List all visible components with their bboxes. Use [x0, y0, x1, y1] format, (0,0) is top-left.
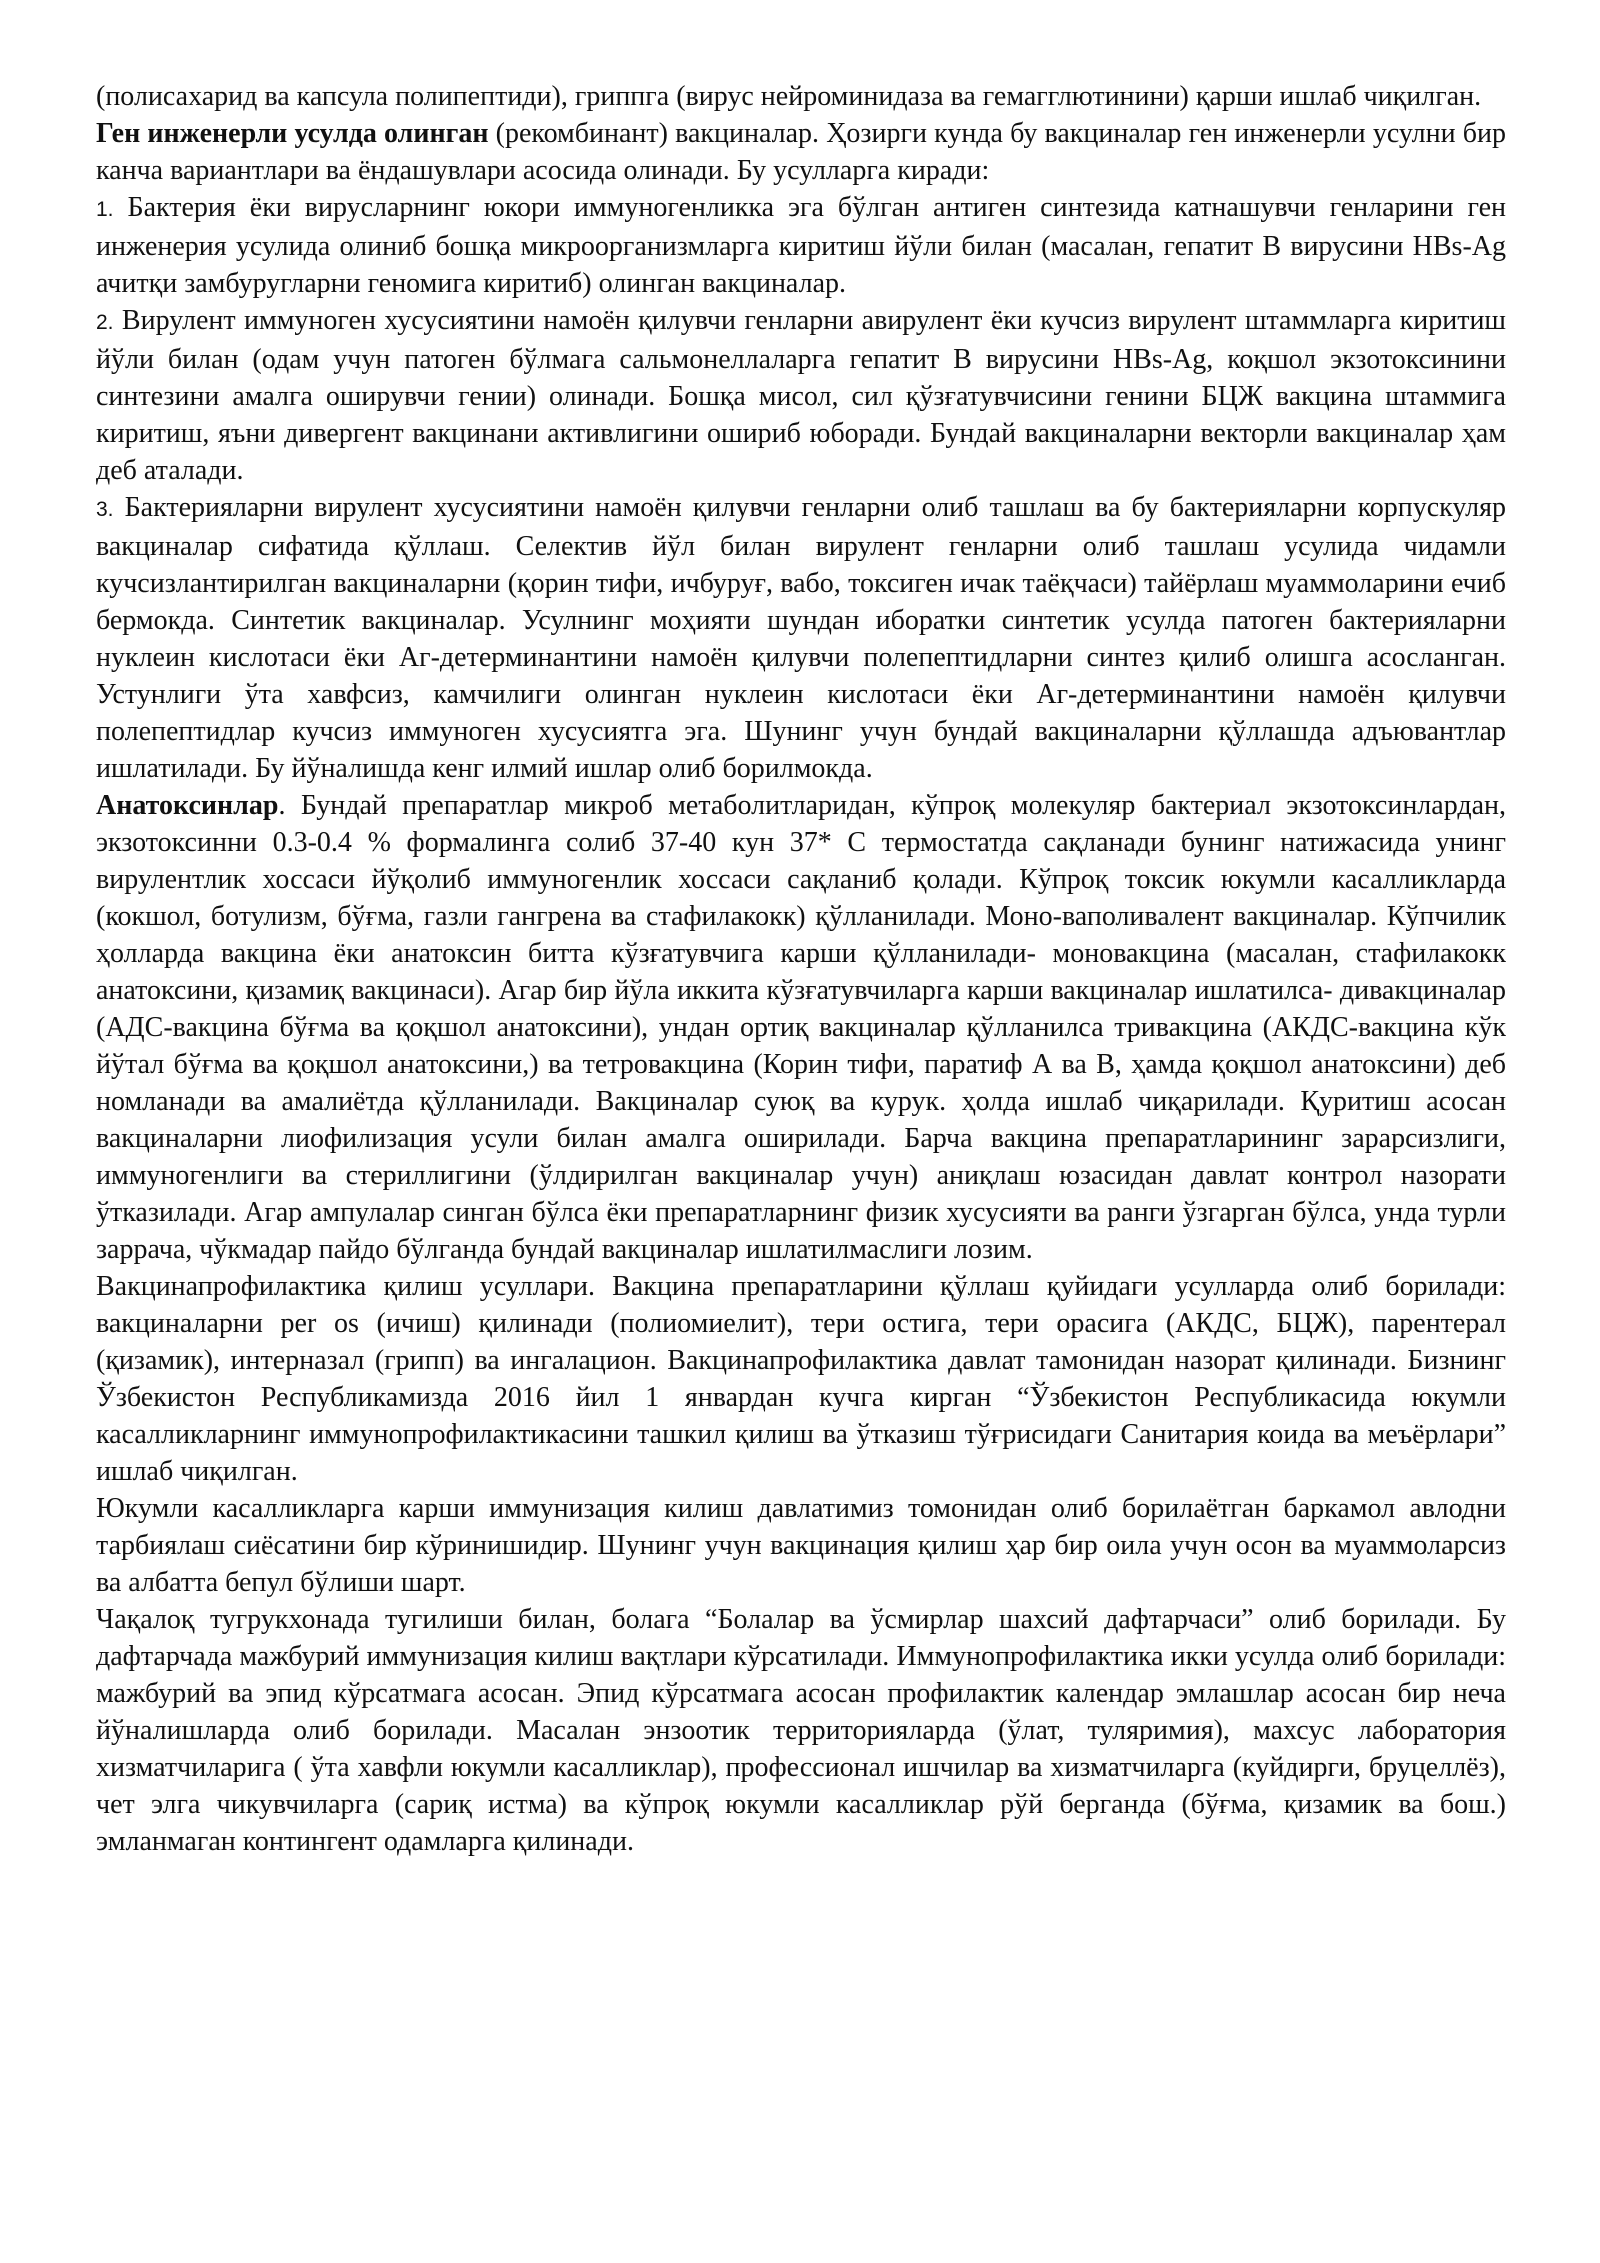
document-page [96, 78, 1506, 1860]
list-item-2 [96, 302, 1506, 489]
heading-recombinant: Ген инженерли усулда олинган [96, 118, 489, 149]
list-item-1-text: Бактерия ёки вирусларнинг юкори иммуногенликка эга бўлган антиген синтезида катнашувчи генларини ген инженерия усулида олиниб бошқа микроорганизмларга киритиш йўли билан (масалан, гепатит В вирусини HBs-Ag ачитқи замбуругларни геномига киритиб) олинган вакциналар. [96, 192, 1506, 299]
paragraph-intro: (полисахарид ва капсула полипептиди), гриппга (вирус нейроминидаза ва гемагглютинини) қарши ишлаб чиқилган. [96, 81, 1482, 112]
paragraph-recombinant-text: (рекомбинант) вакциналар. Ҳозирги кунда бу вакциналар ген инженерли усулни бир канча вариантлари ва ёндашувлари асосида олинади. Бу усулларга киради: [96, 118, 1506, 186]
list-item-2-text: Вирулент иммуноген хусусиятини намоён қилувчи генларни авирулент ёки кучсиз вирулент штаммларга киритиш йўли билан (одам учун патоген бўлмага сальмонеллаларга гепатит В вирусини HBs-Ag, коқшол экзотоксинини синтезини амалга оширувчи гении) олинади. Бошқа мисол, сил қўзғатувчисини генини БЦЖ вакцина штаммига киритиш, яъни дивергент вакцинани активлигини ошириб юборади. Бундай вакциналарни векторли вакциналар ҳам деб аталади. [96, 305, 1506, 486]
list-item-1 [96, 189, 1506, 302]
paragraph-policy: Юкумли касалликларга карши иммунизация килиш давлатимиз томонидан олиб борилаётган баркамол авлодни тарбиялаш сиёсатини бир кўринишидир. Шунинг учун вакцинация қилиш ҳар бир оила учун осон ва муаммоларсиз ва албатта бепул бўлиши шарт. [96, 1493, 1506, 1598]
paragraph-anatoxins-text: . Бундай препаратлар микроб метаболитларидан, кўпроқ молекуляр бактериал экзотоксинлардан, экзотоксинни 0.3-0.4 % формалинга солиб 37-40 кун 37* С термостатда сақланади бунинг натижасида унинг вирулентлик хоссаси йўқолиб иммуногенлик хоссаси сақланиб қолади. Кўпроқ токсик юкумли касалликларда (кокшол, ботулизм, бўғма, газли гангрена ва стафилакокк) қўлланилади. Моно-ваполивалент вакциналар. Кўпчилик ҳолларда вакцина ёки анатоксин битта кўзғатувчига карши қўлланилади- моновакцина (масалан, стафилакокк анатоксини, қизамиқ вакцинаси). Агар бир йўла иккита кўзғатувчиларга карши вакциналар ишлатилса- дивакциналар (АДС-вакцина бўғма ва қоқшол анатоксини), ундан ортиқ вакциналар қўлланилса тривакцина (АКДС-вакцина кўк йўтал бўғма ва қоқшол анатоксини,) ва тетровакцина (Корин тифи, паратиф А ва В, ҳамда қоқшол анатоксини) деб номланади ва амалиётда қўлланилади. Вакциналар суюқ ва курук. ҳолда ишлаб чиқарилади. Қуритиш асосан вакциналарни лиофилизация усули билан амалга оширилади. Барча вакцина препаратларининг зарарсизлиги, иммуногенлиги ва стериллигини (ўлдирилган вакциналар учун) аниқлаш юзасидан давлат контрол назорати ўтказилади. Агар ампулалар синган бўлса ёки препаратларнинг физик хусусияти ва ранги ўзгарган бўлса, унда турли заррача, чўкмадар пайдо бўлганда бундай вакциналар ишлатилмаслиги лозим. [96, 790, 1506, 1265]
paragraph-newborn: Чақалоқ тугрукхонада тугилиши билан, болага “Болалар ва ўсмирлар шахсий дафтарчаси” олиб борилади. Бу дафтарчада мажбурий иммунизация килиш вақтлари кўрсатилади. Иммунопрофилактика икки усулда олиб борилади: мажбурий ва эпид кўрсатмага асосан. Эпид кўрсатмага асосан профилактик календар эмлашлар асосан бир неча йўналишларда олиб борилади. Масалан энзоотик территорияларда (ўлат, туляримия), махсус лаборатория хизматчиларига ( ўта хавфли юкумли касалликлар), профессионал ишчилар ва хизматчиларга (куйдирги, бруцеллёз), чет элга чикувчиларга (сариқ истма) ва кўпроқ юкумли касалликлар рўй берганда (бўғма, қизамик ва бош.) эмланмаган контингент одамларга қилинади. [96, 1604, 1506, 1857]
paragraph-recombinant [96, 115, 1506, 189]
list-item-3 [96, 489, 1506, 787]
heading-anatoxins: Анатоксинлар [96, 790, 279, 821]
list-number-3: 3. [96, 498, 114, 521]
paragraph-methods: Вакцинапрофилактика қилиш усуллари. Вакцина препаратларини қўллаш қуйидаги усулларда олиб борилади: вакциналарни per os (ичиш) қилинади (полиомиелит), тери остига, тери орасига (АКДС, БЦЖ), парентерал (қизамик), интерназал (грипп) ва ингалацион. Вакцинапрофилактика давлат тамонидан назорат қилинади. Бизнинг Ўзбекистон Республикамизда 2016 йил 1 январдан кучга кирган “Ўзбекистон Республикасида юкумли касалликларнинг иммунопрофилактикасини ташкил қилиш ва ўтказиш тўғрисидаги Санитария коида ва меъёрлари” ишлаб чиқилган. [96, 1271, 1506, 1487]
list-item-3-text: Бактерияларни вирулент хусусиятини намоён қилувчи генларни олиб ташлаш ва бу бактерияларни корпускуляр вакциналар сифатида қўллаш. Селектив йўл билан вирулент генларни олиб ташлаш усулида чидамли кучсизлантирилган вакциналарни (қорин тифи, ичбуруғ, вабо, токсиген ичак таёқчаси) тайёрлаш муаммоларини ечиб бермокда. Синтетик вакциналар. Усулнинг моҳияти шундан иборатки синтетик усулда патоген бактерияларни нуклеин кислотаси ёки Аг-детерминантини намоён қилувчи полепептидларни синтез қилиб олишга асосланган. Устунлиги ўта хавфсиз, камчилиги олинган нуклеин кислотаси ёки Аг-детерминантини намоён қилувчи полепептидлар кучсиз иммуноген хусусиятга эга. Шунинг учун бундай вакциналарни қўллашда адъювантлар ишлатилади. Бу йўналишда кенг илмий ишлар олиб борилмокда. [96, 492, 1506, 784]
paragraph-anatoxins [96, 787, 1506, 1268]
list-number-1: 1. [96, 198, 114, 221]
list-number-2: 2. [96, 311, 114, 334]
